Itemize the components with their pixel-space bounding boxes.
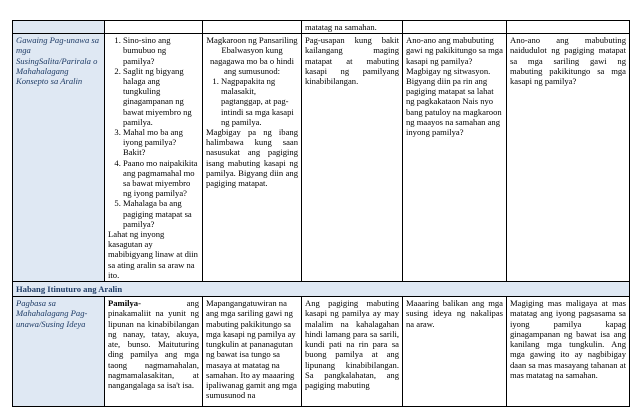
cell-empty [403,21,507,34]
section-header: Habang Itinuturo ang Aralin [13,282,630,297]
cell-text: ang pinakamaliit na yunit ng lipunan na kinabibilangan ng nanay, tatay, akuya, ate, bunso. Maituturing ding pamilya ang mga taong nagmamahalan, nagmamalasakitan, at nangangalaga sa isa't isa. [108,298,199,390]
list-item: 3. Mahal mo ba ang iyong pamilya? Bakit? [123,127,199,158]
table-row [13,34,630,282]
list-item: 5. Mahalaga ba ang pagiging matapat sa pamilya? [123,198,199,229]
cell-discussion: Pag-usapan kung bakit kailangang maging matapat at mabuting kasapi ng pamilyang kinabibilangan. [302,34,403,282]
cell-definition [105,297,203,407]
section-header-row [13,282,630,297]
cell-summary: Magiging mas maligaya at mas matatag ang iyong pagsasama sa iyong pamilya kapag ginagampanan ng bawat isa ang kanilang mga tungkulin. Ang mga gawing ito ay nagbibigay daan sa mas masayang tahanan at mas matatag na samahan. [507,297,630,407]
list-item: 1. Nagpapakita ng malasakit, pagtanggap, at pag-intindi sa mga kasapi ng pamilya. [221,76,298,127]
cell-empty [105,21,203,34]
cell-evaluation [203,34,302,282]
cell-questions [105,34,203,282]
question-list [108,35,199,229]
cell-benefits: Ano-ano ang mabubuting naidudulot ng pagiging matapat sa mga sariling gawi ng mabuting pakikitungo sa mga kasapi ng pamilya? [507,34,630,282]
evaluation-list [206,76,298,127]
label-cell-empty [13,21,105,34]
cell-text: Magbigay pa ng ibang halimbawa kung saan nasusukat ang pagiging isang mabuting kasapi ng pamilya. Bigyang diin ang pagiging matapat. [206,127,298,189]
cell-reasoning: Mapangangatuwiran na ang mga sariling gawi ng mabuting pakikitungo sa mga kasapi ng pamilya ay tungkulin at pananagutan ng bawat isa tungo sa masaya at matatag na samahan. Ito ay maaaring ipaliwanag gamit ang mga sumusunod na [203,297,302,407]
cell-text: Magkaroon ng Pansariling Ebalwasyon kung nagagawa mo ba o hindi ang sumusunod: [206,35,298,76]
cell-good-habits: Ano-ano ang mabubuting gawi ng pakikitungo sa mga kasapi ng pamilya? Magbigay ng sitwasyon. Bigyang diin pa rin ang pagiging matapat sa lahat ng pagkakataon Nais nyo bang patuloy na magkaroon ng maayos na samahan ang inyong pamilya? [403,34,507,282]
row-label-pagbasa: Pagbasa sa Mahahalagang Pag-unawa/Susing Ideya [13,297,105,407]
list-item: 2. Saglit ng bigyang halaga ang tungkuling ginagampanan ng bawat miyembro ng pamilya. [123,66,199,127]
row-label-gawaing-pag-unawa: Gawaing Pag-unawa sa mga SusingSalita/Parirala o Mahahalagang Konsepto sa Aralin [13,34,105,282]
cell-empty [203,21,302,34]
cell-review: Maaaring balikan ang mga susing ideya ng nakalipas na araw. [403,297,507,407]
list-item: 1. Sino-sino ang bumubuo ng pamilya? [123,35,199,66]
cell-empty [507,21,630,34]
table-row [13,21,630,34]
table-row [13,297,630,407]
lesson-plan-table [12,20,630,407]
list-item: 4. Paano mo naipakikita ang pagmamahal mo sa bawat miyembro ng iyong pamilya? [123,158,199,199]
cell-text: Lahat ng inyong kasagutan ay mabibigyang linaw at diin sa ating aralin sa araw na ito. [108,229,198,280]
cell-importance: Ang pagiging mabuting kasapi ng pamilya ay may malalim na kahalagahan hindi lamang para sa sarili, kundi pati na rin para sa buong pamilya at ang lipunang kinabibilangan. Sa pangkalahatan, ang pagiging mabuting [302,297,403,407]
term-bold: Pamilya- [108,298,141,309]
cell-continuation: matatag na samahan. [302,21,403,34]
